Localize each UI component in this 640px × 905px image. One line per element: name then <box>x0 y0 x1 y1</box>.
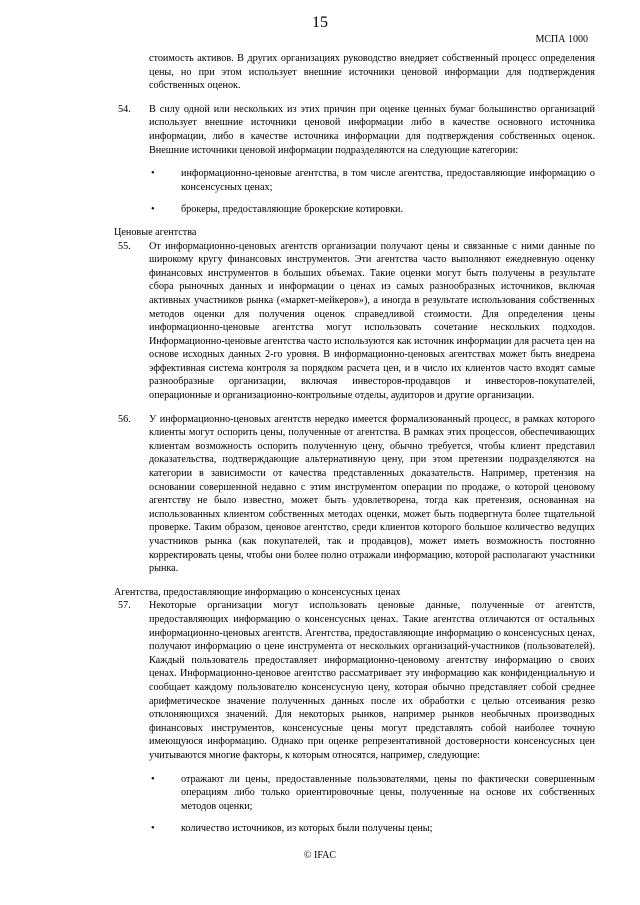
page-content <box>114 52 595 845</box>
list-item <box>149 203 595 217</box>
paragraph-number: 57. <box>118 600 131 612</box>
paragraph-number: 55. <box>118 240 131 252</box>
paragraph-54 <box>114 103 595 157</box>
paragraph-text: Некоторые организации могут использовать ценовые данные, полученные от агентств, предоставляющих информацию о консенсусных ценах. Такие агентства отличаются от остальных информационно-ценовых агентств. Агентства, предоставляющие информацию о консенсусных ценах, получают информацию о цене инструмента от нескольких организаций-участников (пользователей). Каждый пользователь предоставляет информационно-ценовому агентству информацию о своих ценах. Информационно-ценовое агентство рассматривает эту информацию как конфиденциальную и сообщает каждому пользователю консенсусную цену, которая обычно представляет собой среднее арифметическое значение полученных данных после их обработки с целью отсеивания резко отклоняющихся значений. Для некоторых рынков, например рынков необычных производных финансовых инструментов, консенсусные цены могут представлять собой наиболее точную имеющуюся информацию. Однако при оценке репрезентативной достоверности консенсусных цен учитываются многие факторы, к которым относятся, например, следующие: <box>149 600 595 761</box>
list-item-text: брокеры, предоставляющие брокерские котировки. <box>181 204 404 216</box>
section-heading: Ценовые агентства <box>114 226 197 238</box>
list-item-text: информационно-ценовые агентства, в том числе агентства, предоставляющие информацию о консенсусных ценах; <box>181 168 595 193</box>
bullet-icon: • <box>151 773 155 785</box>
paragraph-number: 54. <box>118 103 131 115</box>
paragraph-55 <box>114 240 595 403</box>
list-item <box>149 822 595 836</box>
paragraph-57 <box>114 599 595 762</box>
paragraph-number: 56. <box>118 413 131 425</box>
list-item-text: отражают ли цены, предоставленные пользователями, цены по фактически совершенным операциям либо только ориентировочные цены, полученные на основе их собственных методов оценки; <box>181 773 595 812</box>
list-item <box>149 167 595 194</box>
copyright-footer: © IFAC <box>303 850 337 861</box>
list-item-text: количество источников, из которых были получены цены; <box>181 823 433 835</box>
bullet-icon: • <box>151 823 155 835</box>
section-heading: Агентства, предоставляющие информацию о консенсусных ценах <box>114 586 401 598</box>
list-item <box>149 773 595 814</box>
paragraph-56 <box>114 413 595 576</box>
paragraph-text: В силу одной или нескольких из этих причин при оценке ценных бумаг большинство организаций использует внешние источники ценовой информации либо в качестве основного источника информации, либо в качестве источника информации для подтверждения собственных оценок. Внешние источники ценовой информации подразделяются на следующие категории: <box>149 103 595 156</box>
paragraph-text: От информационно-ценовых агентств организации получают цены и связанные с ними данные по широкому кругу финансовых инструментов. Эти агентства часто выполняют ежедневную оценку финансовых инструментов в больших объемах. Такие оценки могут быть получены в результате сбора рыночных данных и информации о ценах из самых разнообразных источников, включая активных участников рынка («маркет-мейкеров»), а иногда в результате использования собственных методов оценки для получения оценок справедливой стоимости. Для определения цены информационно-ценовые агентства могут использовать сочетание нескольких подходов. Информационно-ценовые агентства часто используются как источник информации для расчета цен на основе исходных данных 2-го уровня. В информационно-ценовых агентствах может быть внедрена эффективная система контроля за порядком расчета цен, и в число их клиентов часто входят самые разнообразные организации, включая инвесторов-продавцов и инвесторов-покупателей, операционные и организационно-контрольные отделы, аудиторов и другие организации. <box>149 240 595 402</box>
document-code: МСПА 1000 <box>535 34 588 45</box>
bullet-icon: • <box>151 168 155 180</box>
bullet-list <box>149 167 595 217</box>
bullet-list <box>149 773 595 836</box>
bullet-icon: • <box>151 204 155 216</box>
paragraph-text: У информационно-ценовых агентств нередко имеется формализованный процесс, в рамках которого клиенты могут оспорить цены, полученные от агентства. В рамках этих процессов, обеспечивающих клиентам возможность оспорить полученную цену, обычно требуется, чтобы клиент представил доказательства, подтверждающие альтернативную цену, при этом претензии подразделяются на категории в зависимости от качества представленных доказательств. Например, претензия на основании совершенной недавно с этим инструментом операции по продаже, о которой ценовому агентству не было известно, может быть удовлетворена, тогда как претензия, основанная на использованных клиентом собственных методах оценки, может быть подвергнута более тщательной проверке. Таким образом, ценовое агентство, среди клиентов которого большое количество ведущих участников рынка (как покупателей, так и продавцов), может иметь возможность постоянно корректировать цены, чтобы они более полно отражали информацию, которой располагают участники рынка. <box>149 413 595 575</box>
continued-paragraph: стоимость активов. В других организациях руководство внедряет собственный процесс определения цены, но при этом использует внешние источники ценовой информации для подтверждения собственных оценок. <box>149 53 595 92</box>
page-number: 15 <box>312 14 328 31</box>
